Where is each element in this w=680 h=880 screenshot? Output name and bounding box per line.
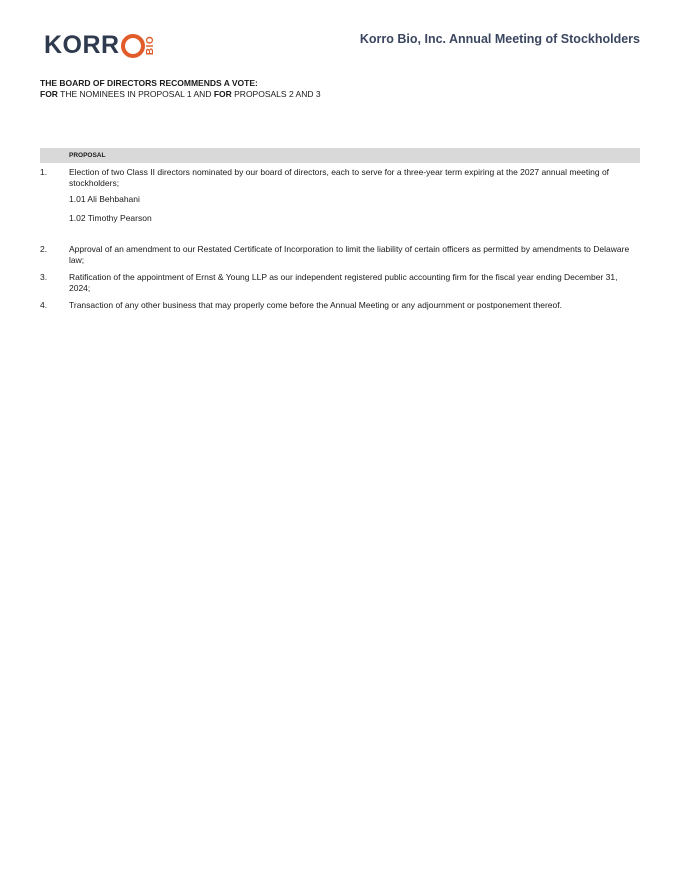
company-logo bbox=[44, 30, 160, 60]
logo-o-ring-icon bbox=[121, 34, 145, 58]
nominee-1: 1.01 Ali Behbahani bbox=[69, 194, 140, 204]
recommendation-mid: THE NOMINEES IN PROPOSAL 1 AND bbox=[57, 89, 214, 99]
proposal-number: 4. bbox=[40, 300, 48, 310]
proposal-text: Approval of an amendment to our Restated Certificate of Incorporation to limit the liability of certain officers as permitted by amendments to Delaware law; bbox=[69, 244, 630, 265]
recommendation-heading: THE BOARD OF DIRECTORS RECOMMENDS A VOTE: bbox=[40, 78, 258, 88]
recommendation-end: PROPOSALS 2 AND 3 bbox=[231, 89, 321, 99]
proposal-text: Ratification of the appointment of Ernst & Young LLP as our independent registered public accounting firm for the fiscal year ending December 31, 2024; bbox=[69, 272, 618, 293]
proposal-text: Transaction of any other business that may properly come before the Annual Meeting or any adjournment or postponement thereof. bbox=[69, 300, 562, 310]
proposal-table-header bbox=[40, 148, 640, 163]
proposal-item-2 bbox=[40, 244, 640, 265]
proposal-header-label: PROPOSAL bbox=[69, 152, 106, 159]
for-label-1: FOR bbox=[40, 89, 58, 99]
logo-bio-text: BIO bbox=[144, 35, 156, 55]
for-label-2: FOR bbox=[213, 89, 232, 99]
page-title: Korro Bio, Inc. Annual Meeting of Stockholders bbox=[359, 32, 640, 46]
proposal-number: 2. bbox=[40, 244, 48, 254]
proposal-number: 1. bbox=[40, 167, 48, 177]
proposal-item-1 bbox=[40, 167, 640, 188]
proposal-item-4 bbox=[40, 300, 640, 311]
board-recommendation bbox=[40, 78, 321, 100]
logo-wordmark: KORR bbox=[44, 30, 120, 59]
proposal-item-3 bbox=[40, 272, 640, 293]
nominee-2: 1.02 Timothy Pearson bbox=[69, 213, 152, 223]
proposal-text: Election of two Class II directors nominated by our board of directors, each to serve for a three-year term expiring at the 2027 annual meeting of stockholders; bbox=[69, 167, 610, 188]
proposal-number: 3. bbox=[40, 272, 48, 282]
recommendation-detail bbox=[40, 89, 321, 100]
